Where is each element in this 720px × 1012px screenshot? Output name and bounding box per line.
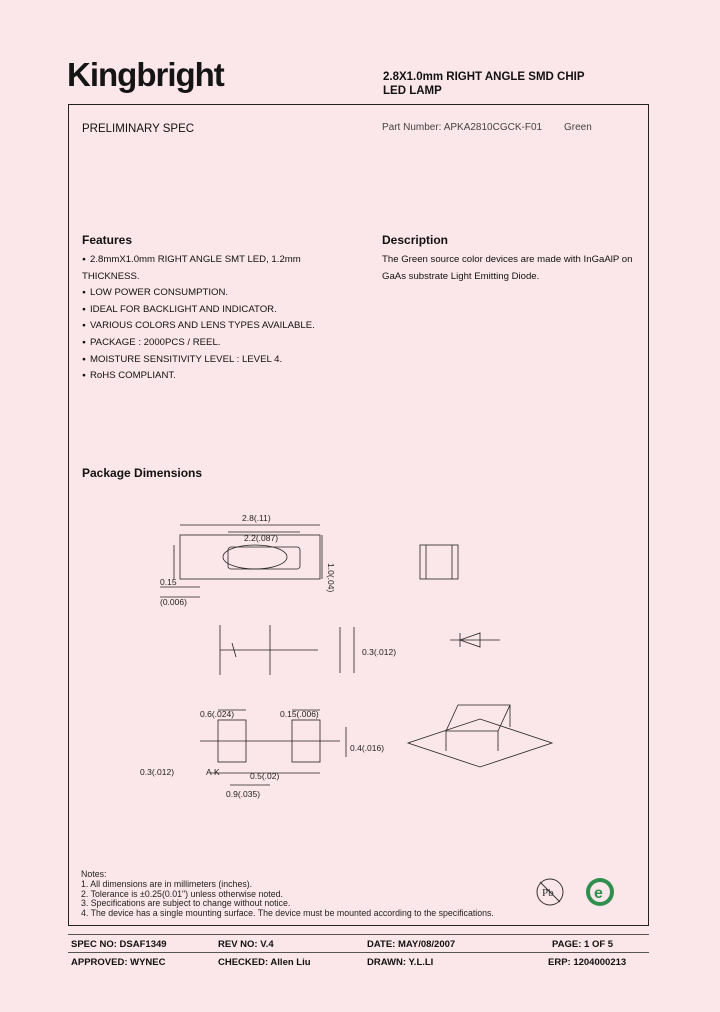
description-text: The Green source color devices are made with InGaAlP on GaAs substrate Light Emitting Diode. (382, 254, 633, 282)
footer-rule (68, 934, 649, 935)
pin-label-a: A (206, 767, 212, 777)
notes-block (81, 870, 494, 919)
note-line: 1. All dimensions are in millimeters (inches). (81, 878, 253, 889)
rohs-e-icon (586, 878, 614, 906)
footer-rule-2 (68, 952, 649, 953)
company-logo: Kingbright (67, 56, 224, 93)
iso-base (408, 719, 552, 767)
dim-label: 0.15 (160, 577, 177, 587)
dim-label: 0.9(.035) (226, 789, 261, 799)
note-line: 2. Tolerance is ±0.25(0.01") unless otherwise noted. (81, 888, 283, 899)
drawn-by: DRAWN: Y.L.LI (367, 957, 434, 968)
dim-label: 1.0(.04) (326, 563, 336, 593)
emitting-color: Green (564, 122, 592, 133)
erp-number: ERP: 1204000213 (548, 957, 627, 968)
dim-label: 0.3(.012) (362, 647, 397, 657)
feature-item: ● MOISTURE SENSITIVITY LEVEL : LEVEL 4. (82, 352, 352, 369)
document-title (383, 70, 643, 98)
spec-no: SPEC NO: DSAF1349 (71, 939, 167, 950)
feature-item: ● VARIOUS COLORS AND LENS TYPES AVAILABLE. (82, 318, 352, 335)
description-heading: Description (382, 233, 449, 247)
dim-label: 0.4(.016) (350, 743, 385, 753)
approved-by: APPROVED: WYNEC (71, 957, 166, 968)
e-text: e (594, 885, 603, 902)
top-view-dome (223, 545, 287, 569)
date: DATE: MAY/08/2007 (367, 939, 456, 950)
rev-no: REV NO: V.4 (218, 939, 274, 950)
package-drawing (140, 505, 640, 805)
spec-status: PRELIMINARY SPEC (82, 123, 195, 135)
feature-item: ● LOW POWER CONSUMPTION. (82, 285, 352, 302)
feature-item: ● 2.8mmX1.0mm RIGHT ANGLE SMT LED, 1.2mm (82, 252, 352, 269)
dim-label: 2.8(.11) (242, 513, 271, 523)
lead-free-icon (537, 879, 563, 905)
features-list (82, 252, 352, 385)
page-number: PAGE: 1 OF 5 (552, 939, 614, 950)
dim-label: 0.15(.006) (280, 709, 319, 719)
dim-label: (0.006) (160, 597, 187, 607)
compliance-marks (526, 874, 626, 914)
feature-item: ● PACKAGE : 2000PCS / REEL. (82, 335, 352, 352)
pin-label-k: K (214, 767, 220, 777)
dim-label: 0.6(.024) (200, 709, 235, 719)
note-line: 4. The device has a single mounting surface. The device must be mounted according to the specifications. (81, 908, 494, 919)
features-heading: Features (82, 233, 133, 247)
top-view-lens (228, 547, 300, 569)
feature-item: ● IDEAL FOR BACKLIGHT AND INDICATOR. (82, 302, 352, 319)
package-dimensions-heading: Package Dimensions (82, 466, 203, 480)
feature-item: ● RoHS COMPLIANT. (82, 368, 352, 385)
notes-title: Notes: (81, 869, 107, 879)
dim-label: 2.2(.087) (244, 533, 279, 543)
note-line: 3. Specifications are subject to change without notice. (81, 898, 291, 909)
feature-item-continuation: THICKNESS. (82, 270, 140, 282)
title-line-1: 2.8X1.0mm RIGHT ANGLE SMD CHIP (383, 71, 585, 83)
dim-label: 0.3(.012) (140, 767, 175, 777)
part-number: Part Number: APKA2810CGCK-F01 (382, 122, 543, 133)
title-line-2: LED LAMP (383, 85, 442, 97)
dim-label: 0.5(.02) (250, 771, 280, 781)
checked-by: CHECKED: Allen Liu (218, 957, 311, 968)
pb-text: Pb (542, 887, 554, 899)
